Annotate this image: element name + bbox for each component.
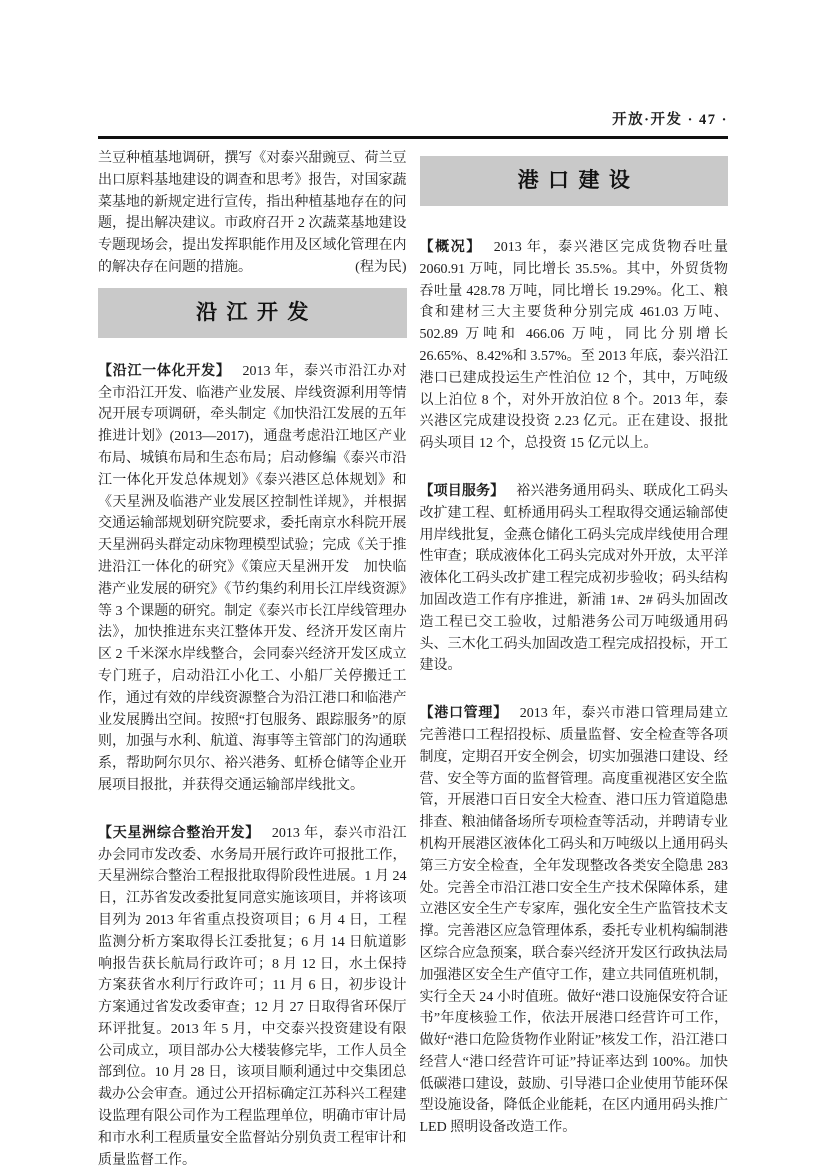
left-column	[98, 148, 407, 1171]
header-rule	[98, 136, 728, 139]
entry-xiangmu-fuwu	[420, 480, 729, 677]
entry-yanjiang-yitihua	[98, 360, 407, 797]
entry-body: 2013 年，泰兴市沿江办会同市发改委、水务局开展行政许可报批工作，天星洲综合整治工程报批取得阶段性进展。1 月 24 日，江苏省发改委批复同意实施该项目，并将该项目列为 2013 年省重点投资项目；6 月 4 日，工程监测分析方案取得长江委批复；6 月 14 日航道影响报告获长航局行政许可；8 月 12 日，水土保持方案获省水利厅行政许可；11 月 6 日，初步设计方案通过省发改委审查；12 月 27 日取得省环保厅环评批复。2013 年 5 月，中交泰兴投资建设有限公司成立，项目部办公大楼装修完毕，工作人员全部到位。10 月 28 日，该项目顺利通过中交集团总裁办公会审查。通过公开招标确定江苏科兴工程建设监理有限公司作为工程监理单位，明确市审计局和市水利工程质量安全监督站分别负责工程审计和质量监督工作。	[98, 825, 407, 1168]
entry-heading: 【港口管理】	[419, 704, 508, 721]
entry-body: 2013 年，泰兴市港口管理局建立完善港口工程招投标、质量监督、安全检查等各项制度，定期召开安全例会，切实加强港口建设、经营、安全等方面的监督管理。高度重视港区安全监管，开展港口百日安全大检查、港口压力管道隐患排查、粮油储备场所专项检查等活动，并聘请专业机构开展港区液体化工码头和万吨级以上通用码头第三方安全检查，全年发现整改各类安全隐患 283 处。完善全市沿江港口安全生产技术保障体系，建立港区安全生产专家库，强化安全生产监管技术支撑。完善港区应急管理体系，委托专业机构编制港区综合应急预案，联合泰兴经济开发区行政执法局加强港区安全生产值守工作，建立共同值班机制，实行全天 24 小时值班。做好“港口设施保安符合证书”年度核验工作，依法开展港口经营许可工作，做好“港口危险货物作业附证”核发工作，沿江港口经营人“港口经营许可证”持证率达到 100%。加快低碳港口建设，鼓励、引导港口企业使用节能环保型设施设备，降低企业能耗，在区内通用码头推广 LED 照明设备改造工作。	[419, 706, 729, 1136]
running-head: 开放·开发 · 47 ·	[612, 112, 728, 128]
section-header-gangkou-jianshe: 港口建设	[420, 156, 729, 206]
entry-heading: 【天星洲综合整治开发】	[98, 823, 261, 840]
entry-heading: 【沿江一体化开发】	[98, 361, 231, 378]
byline: (程为民)	[355, 259, 407, 275]
section-header-yanjiang-kaifa: 沿江开发	[98, 288, 407, 338]
entry-heading: 【项目服务】	[419, 481, 505, 498]
entry-gangkou-guanli	[420, 702, 729, 1139]
entry-tianxingzhou-zhengzhi	[98, 822, 407, 1171]
entry-body: 2013 年，泰兴市沿江办对全市沿江开发、临港产业发展、岸线资源利用等情况开展专项调研，牵头制定《加快沿江发展的五年推进计划》(2013—2017)，通盘考虑沿江地区产业布局、城镇布局和生态布局；启动修编《泰兴市沿江一体化开发总体规划》《泰兴港区总体规划》和《天星洲及临港产业发展区控制性详规》，并根据交通运输部规划研究院要求，委托南京水科院开展天星洲码头群定动床物理模型试验；完成《关于推进沿江一体化的研究》《策应天星洲开发 加快临港产业发展的研究》《节约集约利用长江岸线资源》等 3 个课题的研究。制定《泰兴市长江岸线管理办法》，加快推进东夹江整体开发、经济开发区南片区 2 千米深水岸线整合，会同泰兴经济开发区成立专门班子，启动沿江小化工、小船厂关停搬迁工作，通过有效的岸线资源整合为沿江港口和临港产业发展腾出空间。按照“打包服务、跟踪服务”的原则，加强与水利、航道、海事等主管部门的沟通联系，帮助阿尔贝尔、裕兴港务、虹桥仓储等企业开展项目报批，并获得交通运输部岸线批文。	[98, 363, 407, 793]
two-column-layout	[98, 148, 728, 1171]
right-column	[420, 148, 729, 1171]
entry-body: 裕兴港务通用码头、联成化工码头改扩建工程、虹桥通用码头工程取得交通运输部使用岸线批复，金燕仓储化工码头完成岸线使用合理性审查；联成液体化工码头完成对外开放，太平洋液体化工码头改扩建工程完成初步验收；码头结构加固改造工作有序推进，新浦 1#、2# 码头加固改造工程已交工验收，过船港务公司万吨级通用码头、三木化工码头加固改造工程完成招投标，开工建设。	[419, 483, 729, 674]
entry-body: 2013 年，泰兴港区完成货物吞吐量 2060.91 万吨，同比增长 35.5%。其中，外贸货物吞吐量 428.78 万吨，同比增长 19.29%。化工、粮食和建材三大主要货种分别完成 461.03 万吨、502.89 万吨和 466.06 万吨，同比分别增长 26.65%、8.42%和 3.57%。至 2013 年底，泰兴沿江港口已建成投运生产性泊位 12 个，其中，万吨级以上泊位 8 个，对外开放泊位 8 个。2013 年，泰兴港区完成建设投资 2.23 亿元。正在建设、报批码头项目 12 个，总投资 15 亿元以上。	[419, 240, 729, 452]
intro-paragraph	[98, 148, 407, 279]
intro-text: 兰豆种植基地调研，撰写《对泰兴甜豌豆、荷兰豆出口原料基地建设的调查和思考》报告，对国家蔬菜基地的新规定进行宣传，指出种植基地存在的问题，提出解决建议。市政府召开 2 次蔬菜基地建设专题现场会，提出发挥职能作用及区域化管理在内的解决存在问题的措施。	[98, 151, 407, 275]
entry-heading: 【概况】	[419, 238, 482, 254]
entry-gaikuang	[420, 236, 729, 455]
page-content	[98, 0, 728, 1171]
